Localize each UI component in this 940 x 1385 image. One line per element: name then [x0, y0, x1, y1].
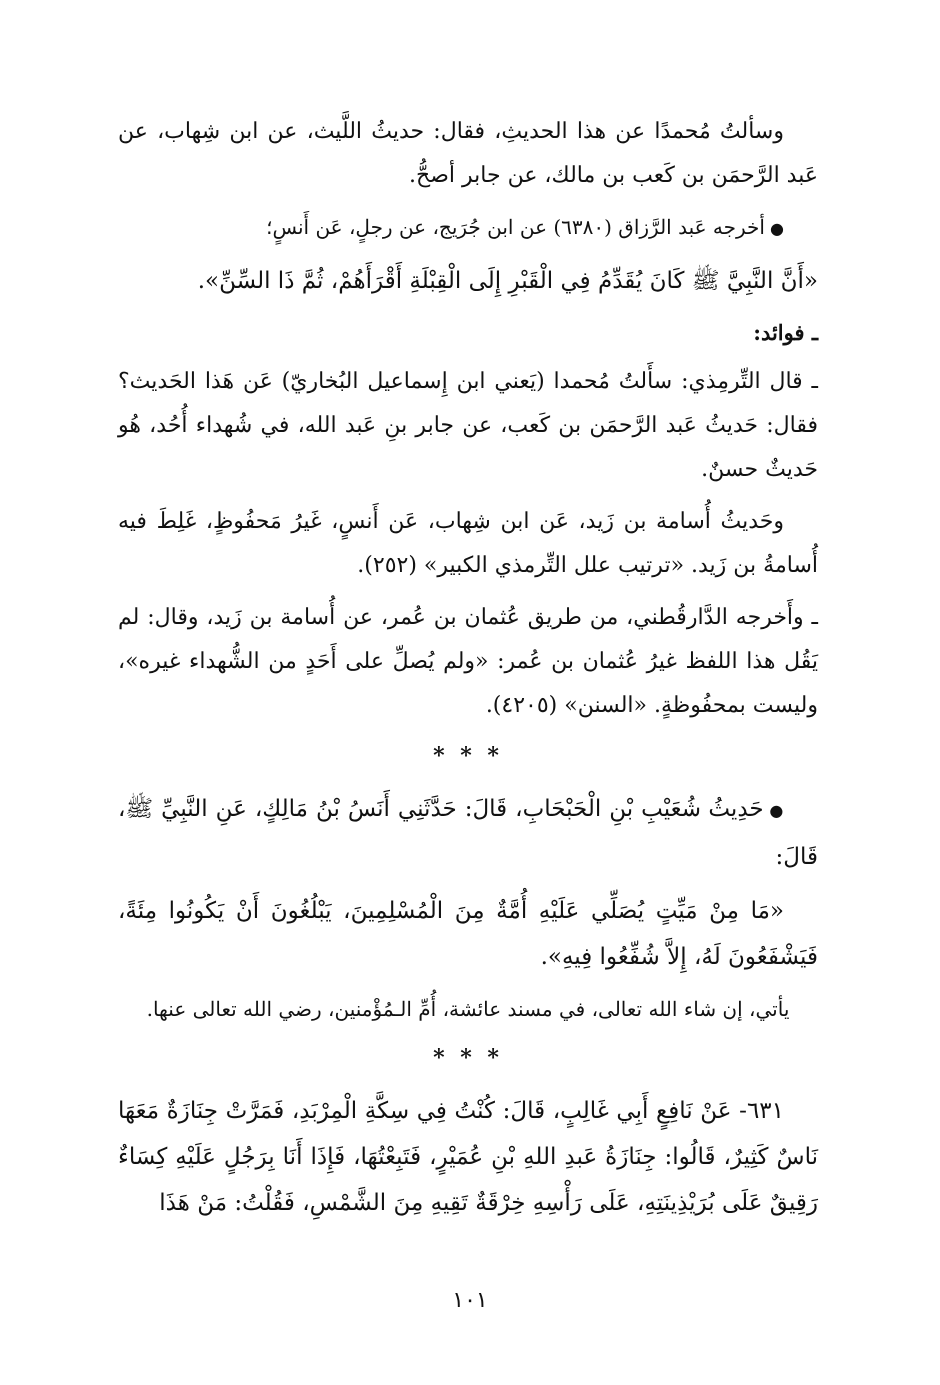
paragraph-tirmidhi: ـ قال التِّرمِذي: سأَلتُ مُحمدا (يَعني ابن إِسماعيل البُخاريّ) عَن هَذا الحَديث؟ فقال: حَديثُ عَبد الرَّحمَن بن كَعب، عن جابر بنِ عَبد الله، في شُهداء أُحُد، هُو حَديثٌ حسنٌ. [118, 369, 818, 482]
page-body [118, 110, 818, 1234]
page-number: ١٠١ [452, 1288, 488, 1313]
hadith-quote-qibla: «أَنَّ النَّبِيَّ ﷺ كَانَ يُقَدِّمُ فِي الْقَبْرِ إِلَى الْقِبْلَةِ أَقْرَأَهُمْ، ثُمَّ ذَا السِّنِّ». [197, 268, 818, 294]
paragraph-abdulrazzaq-takhrij: ● أخرجه عَبد الرَّزاق (٦٣٨٠) عن ابن جُرَيج، عن رجلٍ، عَن أَنسٍ؛ [118, 206, 818, 250]
paragraph-aisha-reference: يأتي، إن شاء الله تعالى، في مسند عائشة، أُمِّ الـمُؤْمنين، رضي الله تعالى عنها. [146, 997, 790, 1021]
section-separator: * * * [433, 743, 503, 769]
section-heading-fawaid: ـ فوائد: [753, 320, 818, 345]
hadith-631: ٦٣١- عَنْ نَافِعٍ أَبِي غَالِبٍ، قَالَ: كُنْتُ فِي سِكَّةِ الْمِرْبَدِ، فَمَرَّتْ جِنَازَةٌ مَعَهَا نَاسٌ كَثِيرٌ، قَالُوا: جِنَازَةُ عَبدِ اللهِ بْنِ عُمَيْرٍ، فَتَبِعْتُهَا، فَإِذَا أَنَا بِرَجُلٍ عَلَيْهِ كِسَاءٌ رَقِيقٌ عَلَى بُرَيْذِينَتِهِ، عَلَى رَأْسِهِ خِرْقَةٌ تَقِيهِ مِنَ الشَّمْسِ، فَقُلْتُ: مَنْ هَذَا [118, 1098, 818, 1216]
section-separator-2: * * * [433, 1045, 503, 1071]
paragraph-bukhari-question: وسألتُ مُحمدًا عن هذا الحديثِ، فقال: حديثُ اللَّيث، عن ابن شِهاب، عن عَبد الرَّحمَن بن كَعب بن مالك، عن جابر أصحُّ. [118, 119, 818, 188]
paragraph-usama-hadith: وحَديثُ أُسامة بن زَيد، عَن ابن شِهاب، عَن أَنسٍ، غَيرُ مَحفُوظٍ، غَلِطَ فيه أُسامةُ بن زَيد. «ترتيب علل التِّرمذي الكبير» (٢٥٢). [118, 509, 818, 578]
paragraph-shuayb-hadith: ● حَدِيثُ شُعَيْبِ بْنِ الْحَبْحَابِ، قَالَ: حَدَّثَنِي أَنَسُ بْنُ مَالِكٍ، عَنِ النَّبِيِّ ﷺ، قَالَ: [118, 786, 818, 880]
paragraph-daraqutni: ـ وأَخرجه الدَّارقُطني، من طريق عُثمان بن عُمر، عن أُسامة بن زَيد، وقال: لم يَقُل هذا اللفظ غيرُ عُثمان بن عُمر: «ولم يُصلِّ على أَحَدٍ من الشُّهداء غيره»، وليست بمحفُوظةٍ. «السنن» (٤٢٠٥). [118, 605, 818, 718]
hadith-quote-intercession: «مَا مِنْ مَيِّتٍ يُصَلِّي عَلَيْهِ أُمَّةٌ مِنَ الْمُسْلِمِينَ، يَبْلُغُونَ أَنْ يَكُونُوا مِئَةً، فَيَشْفَعُونَ لَهُ، إِلاَّ شُفِّعُوا فِيهِ». [118, 898, 818, 970]
